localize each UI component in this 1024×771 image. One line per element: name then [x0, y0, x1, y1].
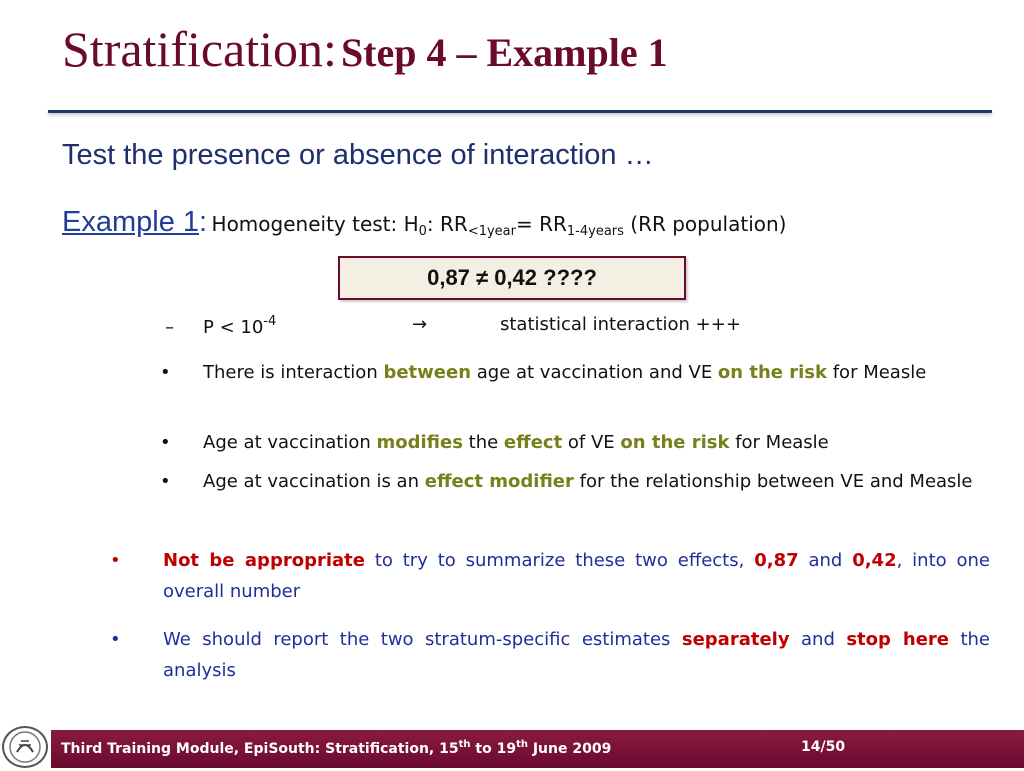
- slide-title: [62, 20, 668, 78]
- sub-bullet-2: • Age at vaccination modifies the effect of VE on the risk for Measle: [160, 427, 990, 458]
- ratio-box: 0,87 ≠ 0,42 ????: [338, 256, 686, 300]
- bullet-marker: •: [110, 629, 121, 650]
- bullet-marker: •: [160, 362, 171, 383]
- title-sub: Step 4 – Example 1: [340, 30, 668, 75]
- sub-bullet-1: • There is interaction between age at vaccination and VE on the risk for Measle: [160, 357, 990, 388]
- sub-bullet-3: • Age at vaccination is an effect modifier for the relationship between VE and Measle: [160, 466, 990, 497]
- example-colon: :: [199, 206, 208, 238]
- title-divider: [48, 110, 992, 113]
- arrow-right-icon: →: [412, 314, 428, 335]
- p-value-line: [165, 314, 741, 338]
- p-value-text: $P < 10^{-4}$: [203, 314, 277, 338]
- main-bullet-2: • We should report the two stratum-specific estimates separately and stop here the analysis: [110, 624, 990, 686]
- page-number: 14/50: [801, 739, 846, 755]
- main-bullet-1: • Not be appropriate to try to summarize these two effects, 0,87 and 0,42, into one overall number: [110, 545, 990, 607]
- logo-icon: [4, 728, 46, 766]
- footer-text: Third Training Module, EpiSouth: Stratification, 15th to 19th June 2009: [61, 739, 612, 757]
- interaction-result: statistical interaction +++: [500, 314, 741, 335]
- episouth-logo: [2, 726, 48, 768]
- title-main: Stratification:: [62, 21, 337, 77]
- footer-bar: [51, 730, 1024, 768]
- example-line: [62, 206, 786, 239]
- bullet-marker: •: [160, 471, 171, 492]
- homogeneity-text: Homogeneity test: $H_0$: $RR_{<1year}= RR_{1-4years}$ (RR population): [211, 212, 787, 239]
- bullet-marker: •: [110, 550, 121, 571]
- headline: Test the presence or absence of interaction …: [62, 139, 654, 171]
- dash-marker: –: [165, 317, 174, 338]
- example-link[interactable]: Example 1: [62, 206, 200, 238]
- bullet-marker: •: [160, 432, 171, 453]
